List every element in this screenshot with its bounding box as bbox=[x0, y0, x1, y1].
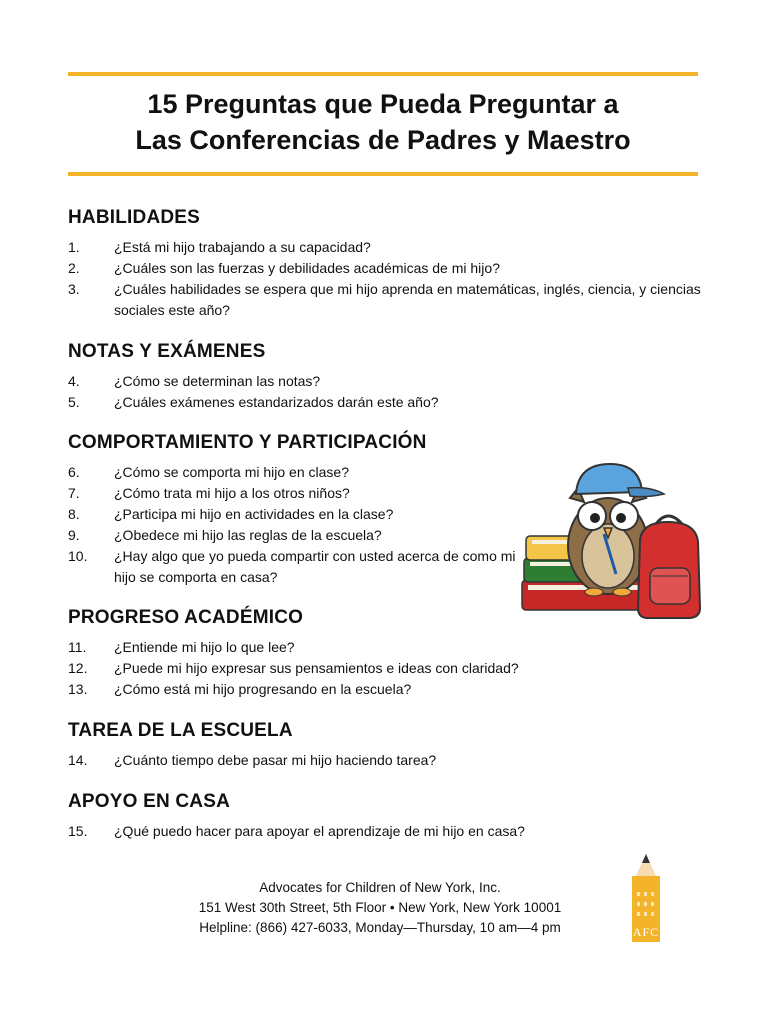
section-heading: NOTAS Y EXÁMENES bbox=[68, 341, 266, 362]
question-item bbox=[68, 679, 708, 700]
section-apoyo bbox=[68, 790, 708, 842]
question-text: ¿Cómo se determinan las notas? bbox=[114, 373, 321, 389]
question-item bbox=[68, 546, 518, 588]
question-text: ¿Participa mi hijo en actividades en la clase? bbox=[114, 506, 394, 522]
question-text: ¿Cuáles habilidades se espera que mi hijo aprenda en matemáticas, inglés, ciencia, y ciencias sociales este año? bbox=[114, 281, 701, 318]
question-text: ¿Obedece mi hijo las reglas de la escuela? bbox=[114, 527, 382, 543]
section-tarea bbox=[68, 719, 708, 771]
question-number: 11. bbox=[68, 639, 87, 655]
section-heading: TAREA DE LA ESCUELA bbox=[68, 720, 293, 741]
footer-address: 151 West 30th Street, 5th Floor • New York, New York 10001 bbox=[198, 900, 562, 915]
question-text: ¿Puede mi hijo expresar sus pensamientos e ideas con claridad? bbox=[114, 660, 519, 676]
question-item bbox=[68, 658, 708, 679]
question-item bbox=[68, 392, 708, 413]
question-number: 4. bbox=[68, 373, 80, 389]
backpack-icon bbox=[638, 516, 700, 618]
section-heading: HABILIDADES bbox=[68, 207, 201, 228]
question-number: 14. bbox=[68, 752, 88, 768]
title-line-1: 15 Preguntas que Pueda Preguntar a bbox=[147, 89, 619, 119]
question-item bbox=[68, 371, 708, 392]
footer-helpline: Helpline: (866) 427-6033, Monday—Thursday, 10 am—4 pm bbox=[199, 920, 561, 935]
question-number: 8. bbox=[68, 506, 80, 522]
question-item bbox=[68, 237, 708, 258]
question-item bbox=[68, 279, 704, 321]
question-item bbox=[68, 504, 518, 525]
question-text: ¿Hay algo que yo pueda compartir con usted acerca de como mi hijo se comporta en casa? bbox=[114, 548, 516, 585]
question-number: 3. bbox=[68, 281, 80, 297]
question-number: 7. bbox=[68, 485, 80, 501]
section-notas bbox=[68, 340, 708, 413]
question-text: ¿Está mi hijo trabajando a su capacidad? bbox=[114, 239, 371, 255]
question-number: 5. bbox=[68, 394, 80, 410]
question-number: 12. bbox=[68, 660, 88, 676]
question-number: 9. bbox=[68, 527, 80, 543]
page-title bbox=[68, 86, 698, 158]
question-number: 10. bbox=[68, 548, 88, 564]
footer bbox=[120, 878, 640, 938]
question-text: ¿Cómo está mi hijo progresando en la escuela? bbox=[114, 681, 412, 697]
question-list bbox=[68, 371, 708, 413]
question-list bbox=[68, 821, 708, 842]
question-text: ¿Cómo se comporta mi hijo en clase? bbox=[114, 464, 349, 480]
bottom-rule bbox=[68, 172, 698, 176]
question-item bbox=[68, 821, 708, 842]
section-habilidades bbox=[68, 206, 708, 321]
section-heading: PROGRESO ACADÉMICO bbox=[68, 607, 304, 628]
question-text: ¿Cómo trata mi hijo a los otros niños? bbox=[114, 485, 350, 501]
top-rule bbox=[68, 72, 698, 76]
logo-letters: AFC bbox=[632, 925, 660, 939]
question-item bbox=[68, 637, 708, 658]
title-line-2: Las Conferencias de Padres y Maestro bbox=[135, 125, 631, 155]
owl-books-illustration bbox=[518, 458, 710, 624]
owl-icon bbox=[568, 488, 648, 596]
question-number: 1. bbox=[68, 239, 80, 255]
question-list bbox=[68, 237, 708, 321]
question-number: 2. bbox=[68, 260, 80, 276]
question-text: ¿Qué puedo hacer para apoyar el aprendizaje de mi hijo en casa? bbox=[114, 823, 525, 839]
question-item bbox=[68, 750, 708, 771]
question-text: ¿Cuáles son las fuerzas y debilidades académicas de mi hijo? bbox=[114, 260, 500, 276]
question-item bbox=[68, 483, 518, 504]
footer-org: Advocates for Children of New York, Inc. bbox=[259, 880, 501, 895]
cap-icon bbox=[576, 464, 664, 497]
question-number: 13. bbox=[68, 681, 88, 697]
question-item bbox=[68, 462, 518, 483]
question-item bbox=[68, 258, 708, 279]
question-list bbox=[68, 637, 708, 700]
question-list bbox=[68, 462, 518, 588]
question-list bbox=[68, 750, 708, 771]
section-heading: APOYO EN CASA bbox=[68, 791, 231, 812]
question-number: 15. bbox=[68, 823, 88, 839]
question-text: ¿Cuánto tiempo debe pasar mi hijo haciendo tarea? bbox=[114, 752, 437, 768]
question-text: ¿Cuáles exámenes estandarizados darán este año? bbox=[114, 394, 439, 410]
section-heading: COMPORTAMIENTO Y PARTICIPACIÓN bbox=[68, 432, 427, 453]
question-text: ¿Entiende mi hijo lo que lee? bbox=[114, 639, 295, 655]
question-number: 6. bbox=[68, 464, 80, 480]
question-item bbox=[68, 525, 518, 546]
